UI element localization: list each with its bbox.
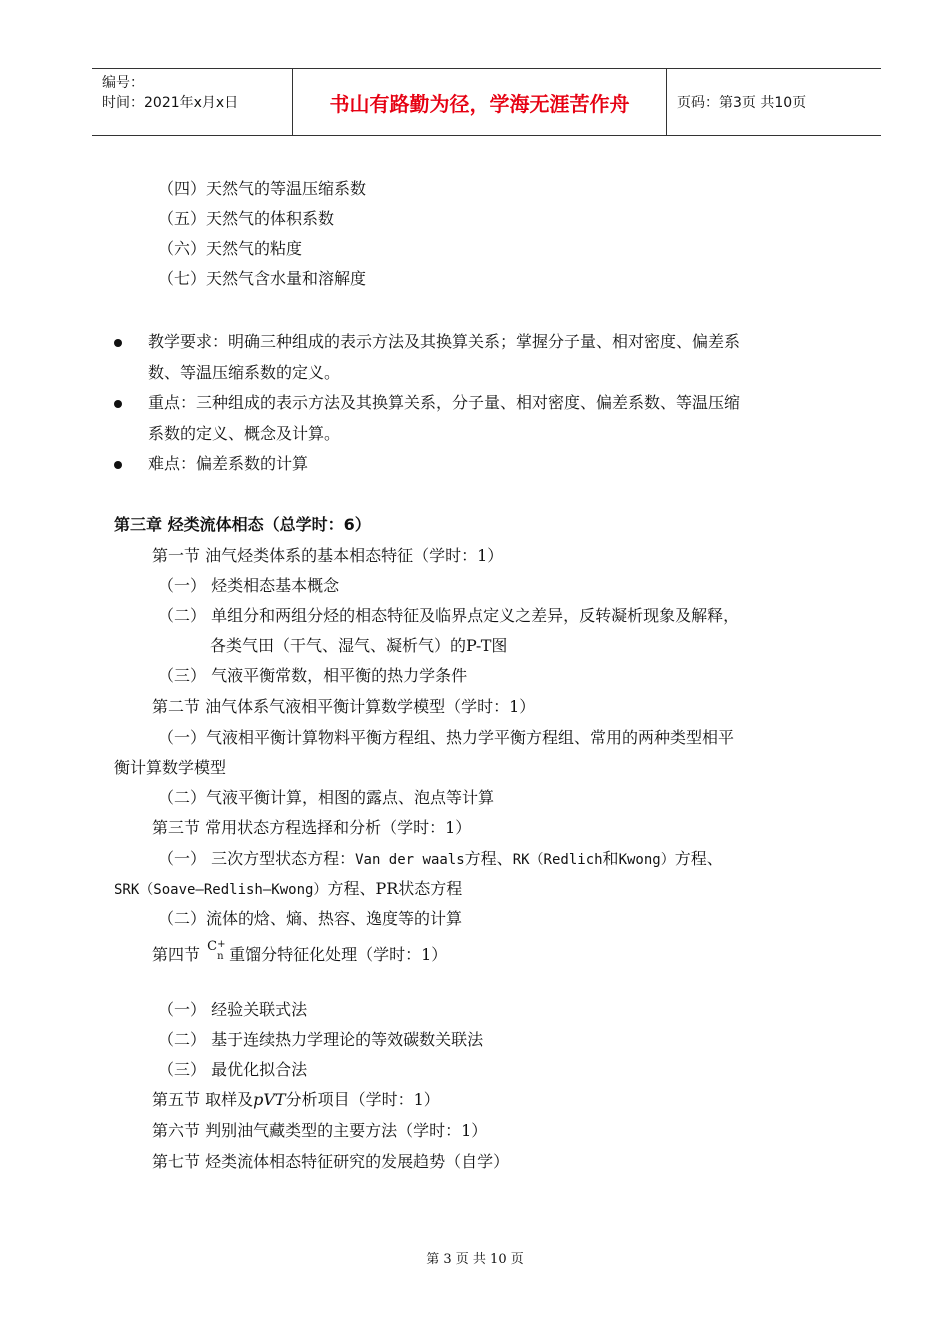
section-3-item-1-line1 <box>158 848 723 871</box>
section-4-suffix: 重馏分特征化处理（学时：1） <box>229 945 448 964</box>
section-4-item-3: （三） 最优化拟合法 <box>158 1060 308 1079</box>
section-2-item-2: （二）气液平衡计算，相图的露点、泡点等计算 <box>158 788 495 807</box>
bullet-dot-icon <box>114 400 122 408</box>
bullet-key-points-line1: 重点：三种组成的表示方法及其换算关系，分子量、相对密度、偏差系数、等温压缩 <box>148 393 741 412</box>
section-item-6: （六）天然气的粘度 <box>158 239 303 258</box>
section-1-item-2-line2: 各类气田（干气、湿气、凝析气）的P-T图 <box>210 636 508 655</box>
symbol-n: n <box>217 951 224 962</box>
section-3-item-1-line2 <box>114 878 462 901</box>
section-3-item-1-prefix: （一） 三次方型状态方程： <box>158 849 356 868</box>
section-1-item-3: （三） 气液平衡常数，相平衡的热力学条件 <box>158 666 468 685</box>
header-left-cell <box>92 69 293 135</box>
chapter-3-title: 第三章 烃类流体相态（总学时：6） <box>114 515 371 534</box>
section-4-item-2: （二） 基于连续热力学理论的等效碳数关联法 <box>158 1030 484 1049</box>
bullet-key-points-line2: 系数的定义、概念及计算。 <box>148 424 341 443</box>
header-page-label: 页码：第3页 共10页 <box>677 95 807 111</box>
section-6-title: 第六节 判别油气藏类型的主要方法（学时：1） <box>152 1121 488 1140</box>
section-2-item-1-line1: （一）气液相平衡计算物料平衡方程组、热力学平衡方程组、常用的两种类型相平 <box>158 728 735 747</box>
section-3-title: 第三节 常用状态方程选择和分析（学时：1） <box>152 818 472 837</box>
section-item-5: （五）天然气的体积系数 <box>158 209 335 228</box>
cn-plus-symbol <box>205 939 229 966</box>
section-3-item-2: （二）流体的焓、熵、热容、逸度等的计算 <box>158 909 463 928</box>
section-7-title: 第七节 烃类流体相态特征研究的发展趋势（自学） <box>152 1152 510 1171</box>
section-item-7: （七）天然气含水量和溶解度 <box>158 269 367 288</box>
section-2-item-1-line2: 衡计算数学模型 <box>114 758 227 777</box>
page-header <box>92 68 881 136</box>
section-item-4: （四）天然气的等温压缩系数 <box>158 179 367 198</box>
vdw-term: Van der waals <box>355 852 465 868</box>
pvt-term: pVT <box>253 1090 286 1109</box>
bullet-dot-icon <box>114 461 122 469</box>
bullet-dot-icon <box>114 339 122 347</box>
section-1-item-2-line1: （二） 单组分和两组分烃的相态特征及临界点定义之差异，反转凝析现象及解释， <box>158 606 740 625</box>
pr-equation-text: 方程、PR状态方程 <box>327 879 463 898</box>
number-label: 编号： <box>102 75 144 91</box>
section-5-title <box>152 1089 440 1111</box>
section-4-item-1: （一） 经验关联式法 <box>158 1000 308 1019</box>
term-suffix: 方程、 <box>674 849 723 868</box>
time-label: 时间：2021年x月x日 <box>102 95 239 111</box>
section-5-suffix: 分析项目（学时：1） <box>285 1090 440 1109</box>
and-word: 和 <box>602 849 619 868</box>
section-2-title: 第二节 油气体系气液相平衡计算数学模型（学时：1） <box>152 697 536 716</box>
symbol-plus: + <box>217 939 226 950</box>
rk-term: RK（Redlich <box>512 852 603 868</box>
page-footer: 第 3 页 共 10 页 <box>426 1252 524 1267</box>
header-motto: 书山有路勤为径，学海无涯苦作舟 <box>293 69 667 135</box>
kwong-term: Kwong） <box>618 852 675 868</box>
symbol-c: C <box>207 939 218 954</box>
section-1-title: 第一节 油气烃类体系的基本相态特征（学时：1） <box>152 546 504 565</box>
srk-term: SRK（Soave—Redlish—Kwong） <box>114 882 328 898</box>
section-1-item-1: （一） 烃类相态基本概念 <box>158 576 340 595</box>
section-4-prefix: 第四节 <box>152 945 206 964</box>
bullet-teaching-req-line1: 教学要求：明确三种组成的表示方法及其换算关系；掌握分子量、相对密度、偏差系 <box>148 332 741 351</box>
term-suffix: 方程、 <box>464 849 513 868</box>
section-4-title <box>152 939 448 966</box>
bullet-teaching-req-line2: 数、等温压缩系数的定义。 <box>148 363 341 382</box>
bullet-difficulty: 难点：偏差系数的计算 <box>148 454 309 473</box>
section-5-prefix: 第五节 取样及 <box>152 1090 254 1109</box>
